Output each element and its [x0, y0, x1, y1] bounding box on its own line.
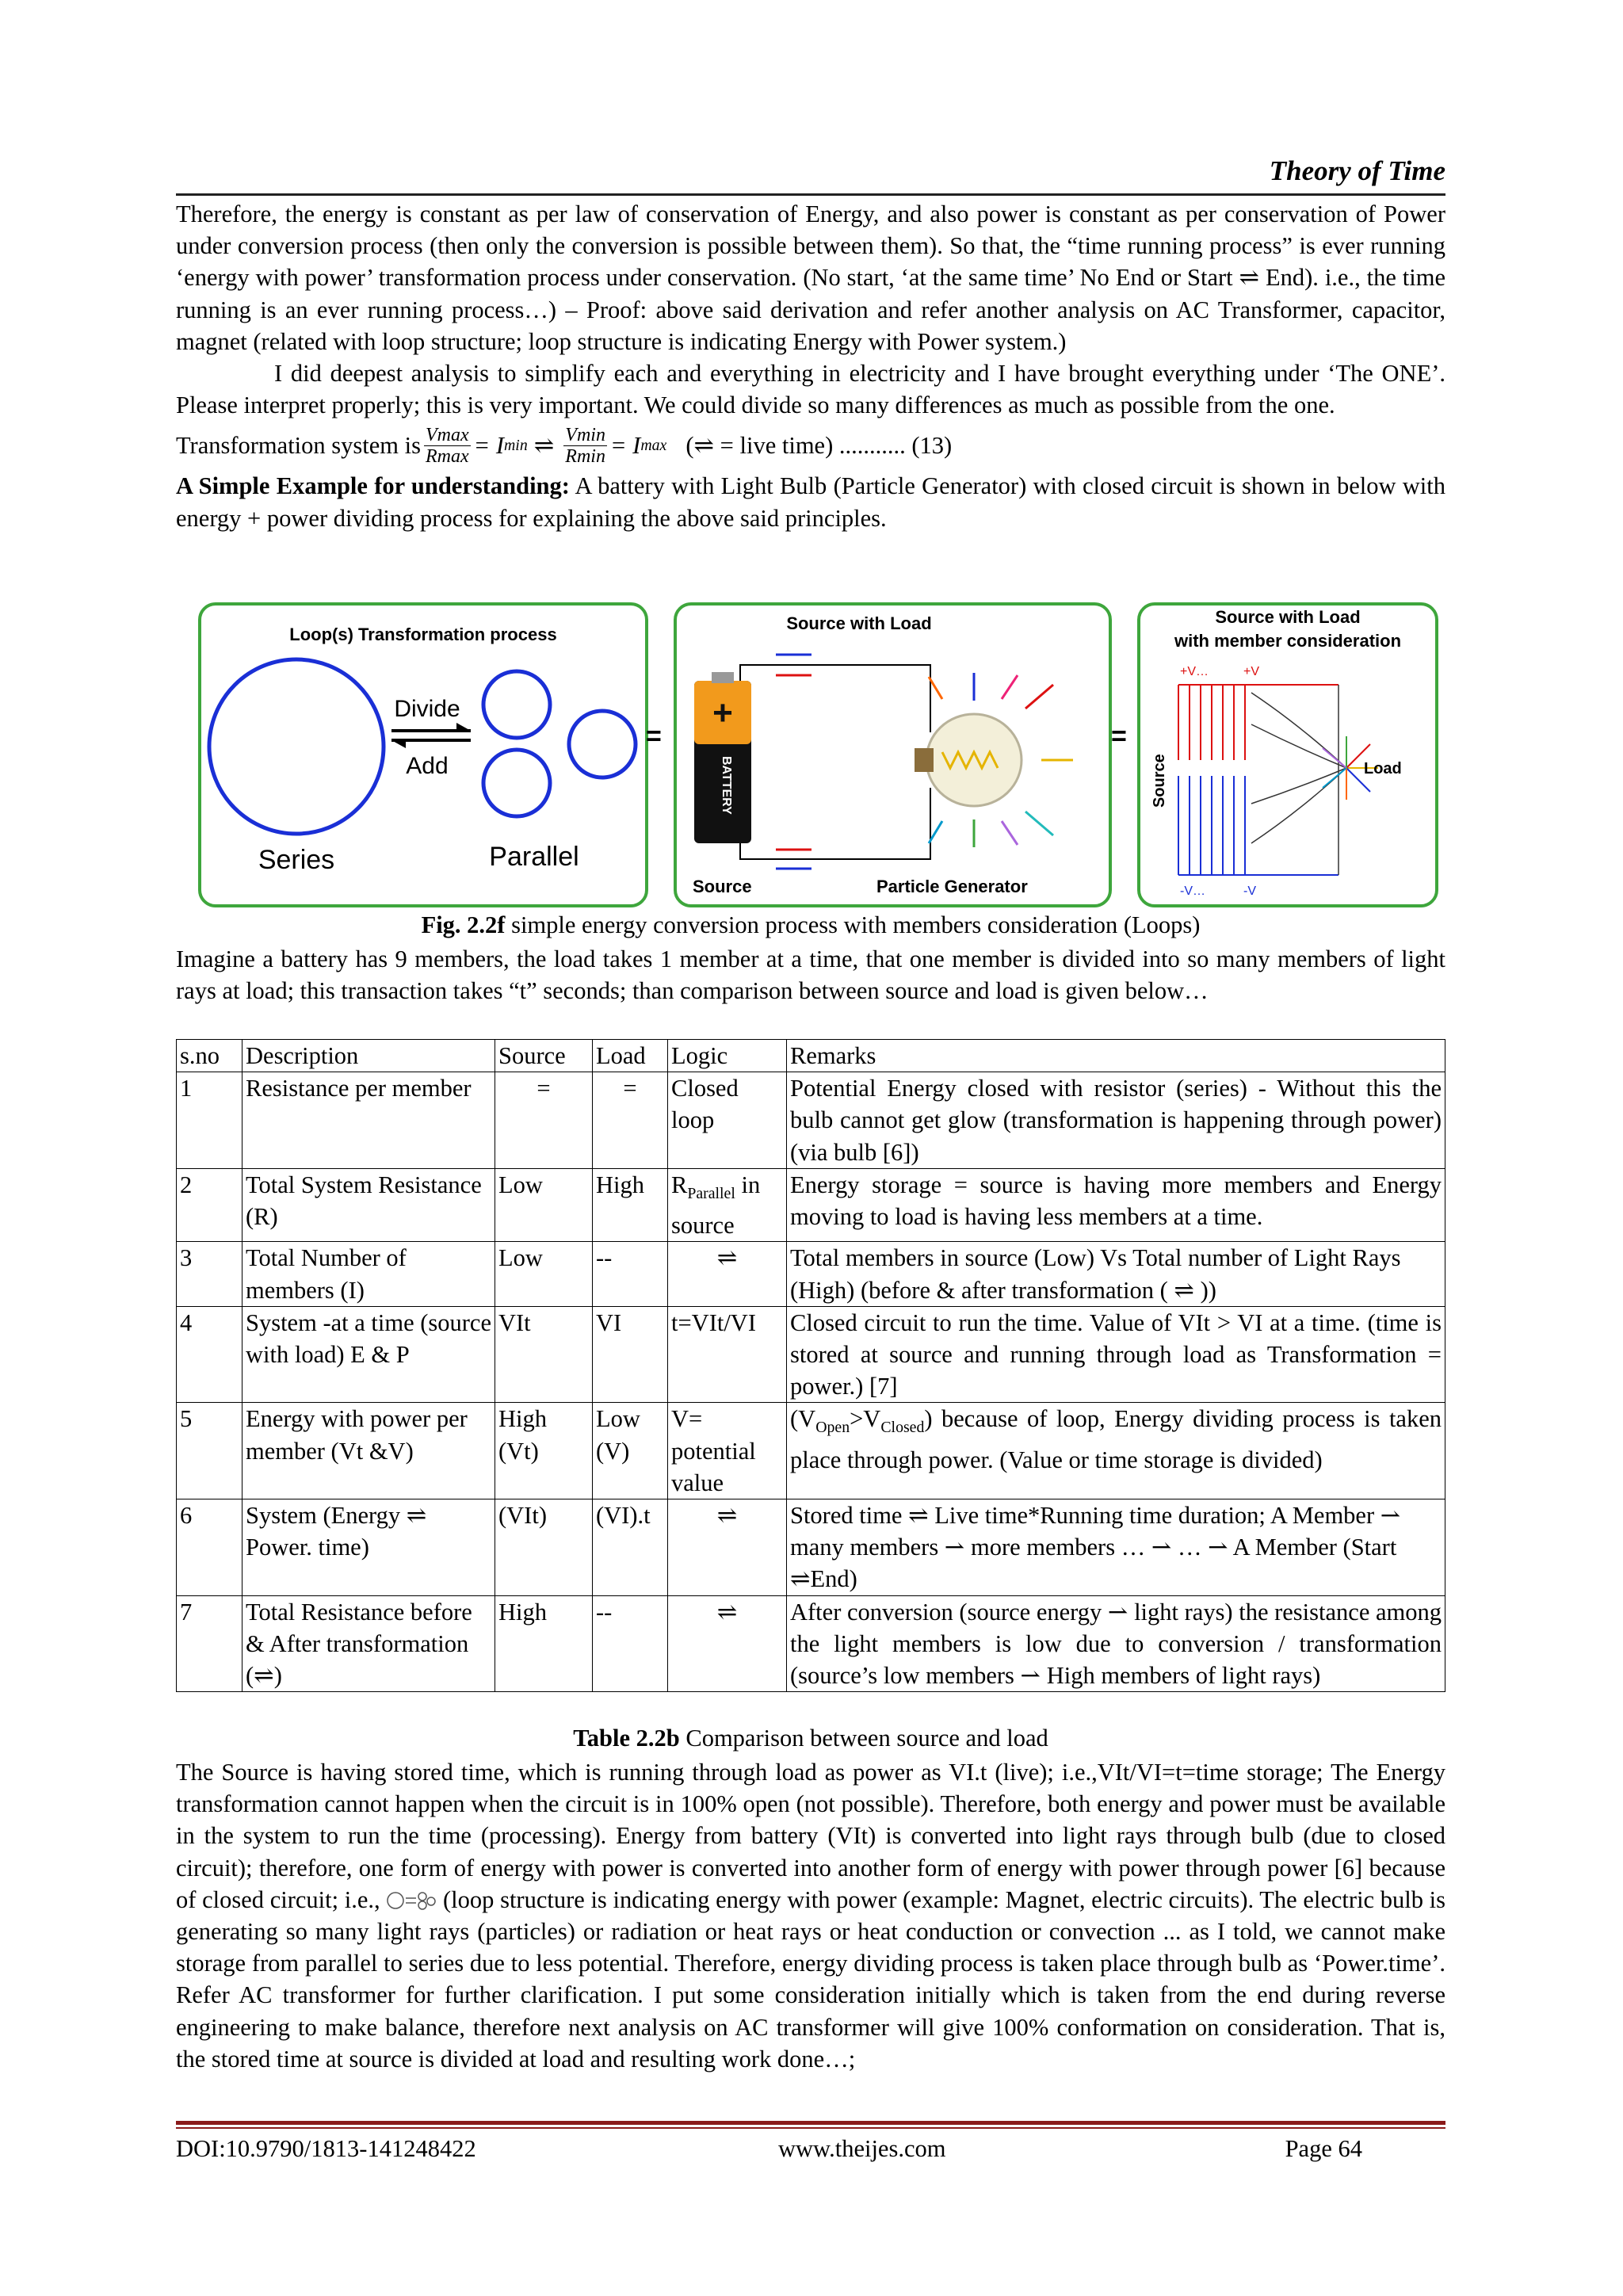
cell-source: VIt	[495, 1306, 593, 1403]
panel-loops-transformation	[198, 602, 648, 907]
add-label: Add	[406, 753, 449, 779]
equation-lead: Transformation system is	[176, 432, 421, 460]
light-ray-2	[1025, 685, 1053, 709]
cell-sno: 7	[177, 1595, 242, 1692]
cell-logic: ⇌	[668, 1242, 787, 1306]
equation-arrow: ⇌	[533, 432, 555, 460]
add-arrow-head	[391, 740, 406, 748]
cell-description: System -at a time (source with load) E & P	[242, 1306, 495, 1403]
cell-logic: t=VIt/VI	[668, 1306, 787, 1403]
load-label: Load	[1364, 760, 1402, 777]
positive-member-lines	[1178, 685, 1338, 760]
cell-logic: ⇌	[668, 1595, 787, 1692]
circuit-wire-bottom	[740, 788, 930, 859]
example-paragraph	[176, 470, 1445, 533]
particle-generator-label: Particle Generator	[876, 877, 1028, 896]
numerator-vmin: Vmin	[565, 424, 605, 445]
panel-member-consideration	[1137, 602, 1438, 907]
figure-caption-text: simple energy conversion process with members consideration (Loops)	[505, 911, 1201, 938]
table-row	[177, 1242, 1445, 1306]
denominator-rmax: Rmax	[425, 445, 469, 467]
series-label: Series	[258, 845, 335, 875]
equals-sign-1: =	[646, 721, 662, 751]
divide-arrow-head	[456, 723, 471, 731]
remark-open-subscript: Open	[815, 1419, 850, 1437]
light-ray-6	[1002, 675, 1018, 699]
equation-note: (⇌ = live time) ........... (13)	[685, 432, 953, 460]
figure-2-2f	[198, 602, 1438, 907]
header-sno: s.no	[177, 1040, 242, 1072]
bulb-glass	[926, 714, 1022, 806]
footer-rule-thick	[176, 2121, 1445, 2125]
cell-logic: ⇌	[668, 1499, 787, 1595]
cell-remarks: Stored time ⇌ Live time*Running time duration; A Member ⇀ many members ⇀ more members … ⇀ … ⇀ A Member (Start ⇌End)	[787, 1499, 1445, 1595]
minus-v-dots-label: -V…	[1180, 884, 1205, 898]
battery-bulb-diagram	[677, 606, 1109, 904]
table-row	[177, 1072, 1445, 1169]
header-source: Source	[495, 1040, 593, 1072]
table-caption-text: Comparison between source and load	[679, 1725, 1048, 1752]
cell-load: =	[593, 1072, 668, 1169]
intro-paragraph-1: Therefore, the energy is constant as per law of conservation of Energy, and also power is constant as per conservation of Power under conversion process (then only the conversion is possible between them). So that, the “time running process” is ever running ‘energy with power’ transformation process under conservation. (No start, ‘at the same time’ No End or Start ⇌ End). i.e., the time running is an ever running process…) – Proof: above said derivation and refer another analysis on AC Transformer, capacitor, magnet (related with loop structure; loop structure is indicating Energy with Power system.)	[176, 201, 1445, 355]
table-caption-label: Table 2.2b	[573, 1725, 680, 1752]
running-title: Theory of Time	[1269, 155, 1445, 186]
circuit-wire-top	[740, 665, 930, 732]
remark-closed-subscript: Closed	[880, 1419, 925, 1437]
logic-r: R	[671, 1171, 688, 1198]
table-row	[177, 1306, 1445, 1403]
imin-subscript: min	[504, 437, 528, 455]
example-text: A battery with Light Bulb (Particle Generator) with closed circuit is shown in below with energy + power dividing process for explaining the above said principles.	[176, 472, 1445, 532]
equation-13	[176, 421, 1445, 470]
conclusion-paragraph	[176, 1756, 1445, 2075]
figure-caption	[176, 911, 1445, 939]
header-rule	[176, 193, 1445, 196]
cell-description: Resistance per member	[242, 1072, 495, 1169]
remark-rest: ) because of loop, Energy dividing process is taken place through power. (Value or time storage is divided)	[790, 1405, 1442, 1473]
footer-rule-thin	[176, 2127, 1445, 2129]
table-row	[177, 1499, 1445, 1595]
battery-terminal	[712, 672, 734, 683]
cell-source: =	[495, 1072, 593, 1169]
cell-remarks: Closed circuit to run the time. Value of VIt > VI at a time. (time is stored at source and running through load as Transformation = power.) [7]	[787, 1306, 1445, 1403]
table-row	[177, 1595, 1445, 1692]
parallel-loop-circle-2	[483, 750, 550, 816]
cell-logic: V= potential value	[668, 1403, 787, 1499]
paragraph-before-table: Imagine a battery has 9 members, the load takes 1 member at a time, that one member is divided into so many members of light rays at load; this transaction takes “t” seconds; than comparison between source and load is given below…	[176, 946, 1445, 1005]
cell-load: Low (V)	[593, 1403, 668, 1499]
loop-symbol-icon	[386, 1890, 437, 1911]
footer-site-link[interactable]: www.theijes.com	[778, 2135, 946, 2162]
panel-source-with-load	[674, 602, 1112, 907]
header-logic: Logic	[668, 1040, 787, 1072]
battery-plus: +	[712, 693, 733, 732]
cell-load: VI	[593, 1306, 668, 1403]
plus-v-label: +V	[1243, 665, 1260, 678]
intro-paragraph-2: I did deepest analysis to simplify each and everything in electricity and I have brought everything under ‘The ONE’. Please interpret properly; this is very important. We could divide so many differences as much as possible from the one.	[176, 360, 1445, 419]
cell-load: (VI).t	[593, 1499, 668, 1595]
table-row	[177, 1403, 1445, 1499]
cell-sno: 5	[177, 1403, 242, 1499]
cell-remarks: After conversion (source energy ⇀ light rays) the resistance among the light members is low due to conversion / transformation (source’s low members ⇀ High members of light rays)	[787, 1595, 1445, 1692]
example-heading: A Simple Example for understanding:	[176, 472, 570, 500]
cell-logic	[668, 1168, 787, 1242]
intro-section	[176, 198, 1445, 534]
plus-v-dots-label: +V…	[1180, 665, 1209, 678]
equals-imax: = I	[609, 432, 641, 460]
minus-v-label: -V	[1243, 884, 1256, 898]
logic-r-subscript: Parallel	[687, 1184, 735, 1202]
equals-sign-2: =	[1111, 721, 1127, 751]
fraction-vmin-rmin	[563, 425, 607, 467]
panel2-title: Source with Load	[786, 613, 932, 633]
footer-doi: DOI:10.9790/1813-141248422	[176, 2135, 476, 2162]
imax-subscript: max	[640, 437, 667, 455]
flow-line-3	[1251, 768, 1346, 804]
table-row	[177, 1168, 1445, 1242]
cell-sno: 4	[177, 1306, 242, 1403]
cell-remarks: Total members in source (Low) Vs Total number of Light Rays (High) (before & after transformation ( ⇌ ))	[787, 1242, 1445, 1306]
header-description: Description	[242, 1040, 495, 1072]
light-ray-3	[1025, 812, 1053, 835]
table-caption	[176, 1725, 1445, 1752]
parallel-loop-circle-3	[569, 711, 636, 777]
panel3-title-line2: with member consideration	[1174, 631, 1402, 651]
panel1-title: Loop(s) Transformation process	[289, 625, 557, 644]
footer	[176, 2135, 1445, 2163]
divide-label: Divide	[394, 696, 460, 722]
negative-member-lines	[1178, 776, 1338, 875]
series-loop-circle	[209, 659, 384, 834]
cell-load: --	[593, 1595, 668, 1692]
logic-r-tail: in source	[671, 1171, 761, 1240]
footer-page-number: Page 64	[1285, 2135, 1362, 2162]
cell-description: Energy with power per member (Vt &V)	[242, 1403, 495, 1499]
source-label: Source	[693, 877, 752, 896]
cell-sno: 6	[177, 1499, 242, 1595]
fraction-vmax-rmax	[424, 425, 471, 467]
remark-gt: >V	[850, 1405, 881, 1433]
cell-source: Low	[495, 1168, 593, 1242]
figure-caption-label: Fig. 2.2f	[421, 911, 506, 938]
cell-remarks	[787, 1403, 1445, 1499]
remark-v: (V	[790, 1405, 816, 1433]
cell-load: High	[593, 1168, 668, 1242]
conclusion-part-2: (loop structure is indicating energy with power (example: Magnet, electric circuits). The electric bulb is generating so many light rays (particles) or radiation or heat rays or heat conduction or convection ... as I told, we cannot make storage from parallel to series due to less potential. Therefore, energy dividing process is taken place through bulb as ‘Power.time’. Refer AC transformer for further clarification. I put some consideration initially which is taken from the end during reverse engineering to make balance, therefore next analysis on AC transformer will give 100% conformation on consideration. That is, the stored time at source is divided at load and resulting work done…;	[176, 1885, 1446, 2073]
parallel-label: Parallel	[489, 842, 579, 872]
light-ray-7	[1002, 821, 1018, 845]
cell-sno: 2	[177, 1168, 242, 1242]
battery-label: BATTERY	[720, 756, 733, 815]
cell-logic: Closed loop	[668, 1072, 787, 1169]
panel3-title-line1: Source with Load	[1215, 607, 1361, 627]
cell-description: Total Resistance before & After transformation (⇌)	[242, 1595, 495, 1692]
cell-source: (VIt)	[495, 1499, 593, 1595]
member-lines-diagram	[1140, 606, 1435, 904]
conclusion-part-1: The Source is having stored time, which is running through load as power as VI.t (live); i.e.,VIt/VI=t=time storage; The Energy transformation cannot happen when the circuit is in 100% open (not possible). Therefore, both energy and power must be available in the system to run the time (processing). Energy from battery (VIt) is converted into light rays through bulb (due to closed circuit); therefore, one form of energy with power is converted into another form of energy with power through power [6] because of closed circuit; i.e.,	[176, 1759, 1445, 1913]
header-load: Load	[593, 1040, 668, 1072]
cell-description: Total Number of members (I)	[242, 1242, 495, 1306]
cell-description: Total System Resistance (R)	[242, 1168, 495, 1242]
load-ray-6	[1323, 748, 1346, 768]
equals-imin: = I	[473, 432, 504, 460]
cell-sno: 1	[177, 1072, 242, 1169]
table-header-row	[177, 1040, 1445, 1072]
flow-line-2	[1251, 724, 1346, 768]
cell-source: Low	[495, 1242, 593, 1306]
cell-source: High	[495, 1595, 593, 1692]
cell-description: System (Energy ⇌ Power. time)	[242, 1499, 495, 1595]
cell-load: --	[593, 1242, 668, 1306]
numerator-vmax: Vmax	[425, 424, 469, 445]
denominator-rmin: Rmin	[565, 445, 605, 467]
parallel-loop-circle-1	[483, 671, 550, 738]
cell-sno: 3	[177, 1242, 242, 1306]
source-vertical-label: Source	[1151, 754, 1168, 808]
cell-source: High (Vt)	[495, 1403, 593, 1499]
cell-remarks: Potential Energy closed with resistor (series) - Without this the bulb cannot get glow (transformation is happening through power) (via bulb [6])	[787, 1072, 1445, 1169]
header-remarks: Remarks	[787, 1040, 1445, 1072]
bulb-base	[915, 748, 934, 772]
cell-remarks: Energy storage = source is having more members and Energy moving to load is having less members at a time.	[787, 1168, 1445, 1242]
comparison-table	[176, 1039, 1445, 1692]
loops-diagram	[201, 606, 645, 904]
load-ray-7	[1323, 768, 1346, 788]
